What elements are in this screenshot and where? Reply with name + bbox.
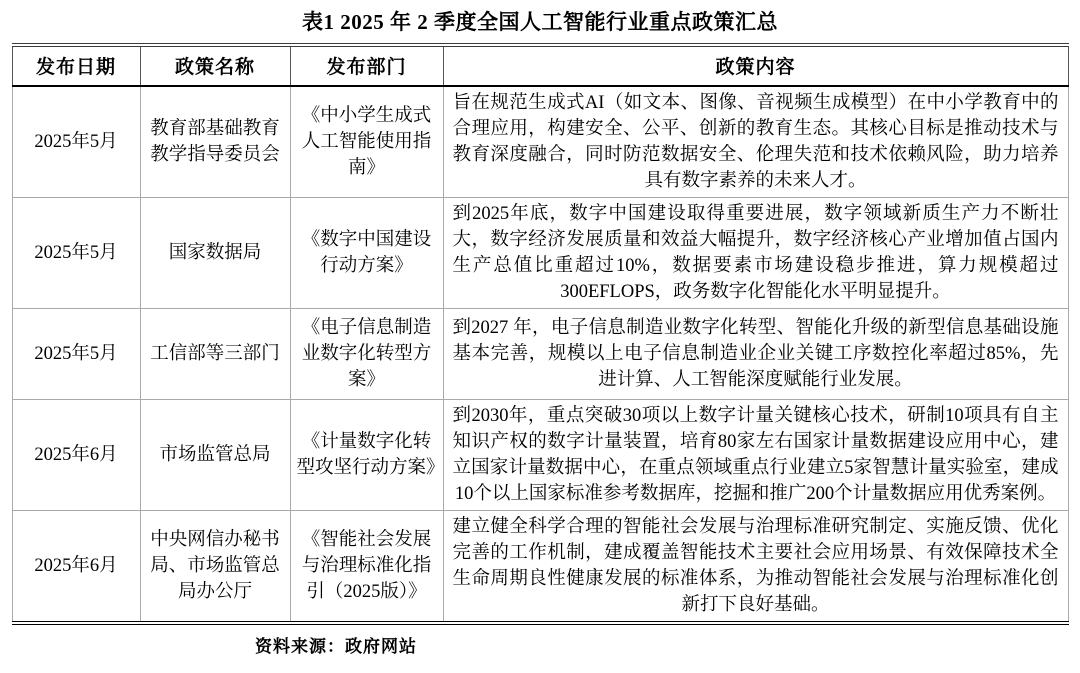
column-header-policy-name: 政策名称: [140, 45, 290, 86]
table-row: [12, 511, 1068, 624]
source-note: 资料来源：政府网站: [255, 637, 417, 656]
cell-policy-title: 《计量数字化转型攻坚行动方案》: [290, 400, 443, 511]
cell-publish-date: 2025年5月: [12, 198, 140, 309]
table-row: [12, 198, 1068, 309]
cell-policy-title: 《数字中国建设行动方案》: [290, 198, 443, 309]
table-title: 表1 2025 年 2 季度全国人工智能行业重点政策汇总: [302, 10, 778, 34]
cell-issuing-body: 中央网信办秘书局、市场监管总局办公厅: [140, 511, 290, 624]
cell-policy-content: 到2030年，重点突破30项以上数字计量关键核心技术，研制10项具有自主知识产权的数字计量装置，培育80家左右国家计量数据建设应用中心，建立国家计量数据中心，在重点领域重点行业建立5家智慧计量实验室，建成10个以上国家标准参考数据库，挖掘和推广200个计量数据应用优秀案例。: [443, 400, 1068, 511]
header-row: [12, 45, 1068, 86]
column-header-date: 发布日期: [12, 45, 140, 86]
column-header-department: 发布部门: [290, 45, 443, 86]
table-row: [12, 86, 1068, 198]
cell-issuing-body: 国家数据局: [140, 198, 290, 309]
cell-issuing-body: 市场监管总局: [140, 400, 290, 511]
column-header-content: 政策内容: [443, 45, 1068, 86]
cell-publish-date: 2025年5月: [12, 309, 140, 400]
cell-publish-date: 2025年5月: [12, 86, 140, 198]
cell-publish-date: 2025年6月: [12, 400, 140, 511]
policy-table: [12, 43, 1069, 625]
cell-issuing-body: 教育部基础教育教学指导委员会: [140, 86, 290, 198]
cell-publish-date: 2025年6月: [12, 511, 140, 624]
table-row: [12, 400, 1068, 511]
cell-policy-title: 《智能社会发展与治理标准化指引（2025版）》: [290, 511, 443, 624]
cell-policy-title: 《电子信息制造业数字化转型方案》: [290, 309, 443, 400]
cell-issuing-body: 工信部等三部门: [140, 309, 290, 400]
cell-policy-title: 《中小学生成式人工智能使用指南》: [290, 86, 443, 198]
table-row: [12, 309, 1068, 400]
cell-policy-content: 旨在规范生成式AI（如文本、图像、音视频生成模型）在中小学教育中的合理应用，构建安全、公平、创新的教育生态。其核心目标是推动技术与教育深度融合，同时防范数据安全、伦理失范和技术依赖风险，助力培养具有数字素养的未来人才。: [443, 86, 1068, 198]
cell-policy-content: 到2025年底，数字中国建设取得重要进展，数字领域新质生产力不断壮大，数字经济发展质量和效益大幅提升，数字经济核心产业增加值占国内生产总值比重超过10%，数据要素市场建设稳步推进，算力规模超过300EFLOPS，政务数字化智能化水平明显提升。: [443, 198, 1068, 309]
cell-policy-content: 到2027 年，电子信息制造业数字化转型、智能化升级的新型信息基础设施基本完善，规模以上电子信息制造业企业关键工序数控化率超过85%，先进计算、人工智能深度赋能行业发展。: [443, 309, 1068, 400]
cell-policy-content: 建立健全科学合理的智能社会发展与治理标准研究制定、实施反馈、优化完善的工作机制，建成覆盖智能技术主要社会应用场景、有效保障技术全生命周期良性健康发展的标准体系，为推动智能社会发展与治理标准化创新打下良好基础。: [443, 511, 1068, 624]
table-body: [12, 86, 1068, 623]
